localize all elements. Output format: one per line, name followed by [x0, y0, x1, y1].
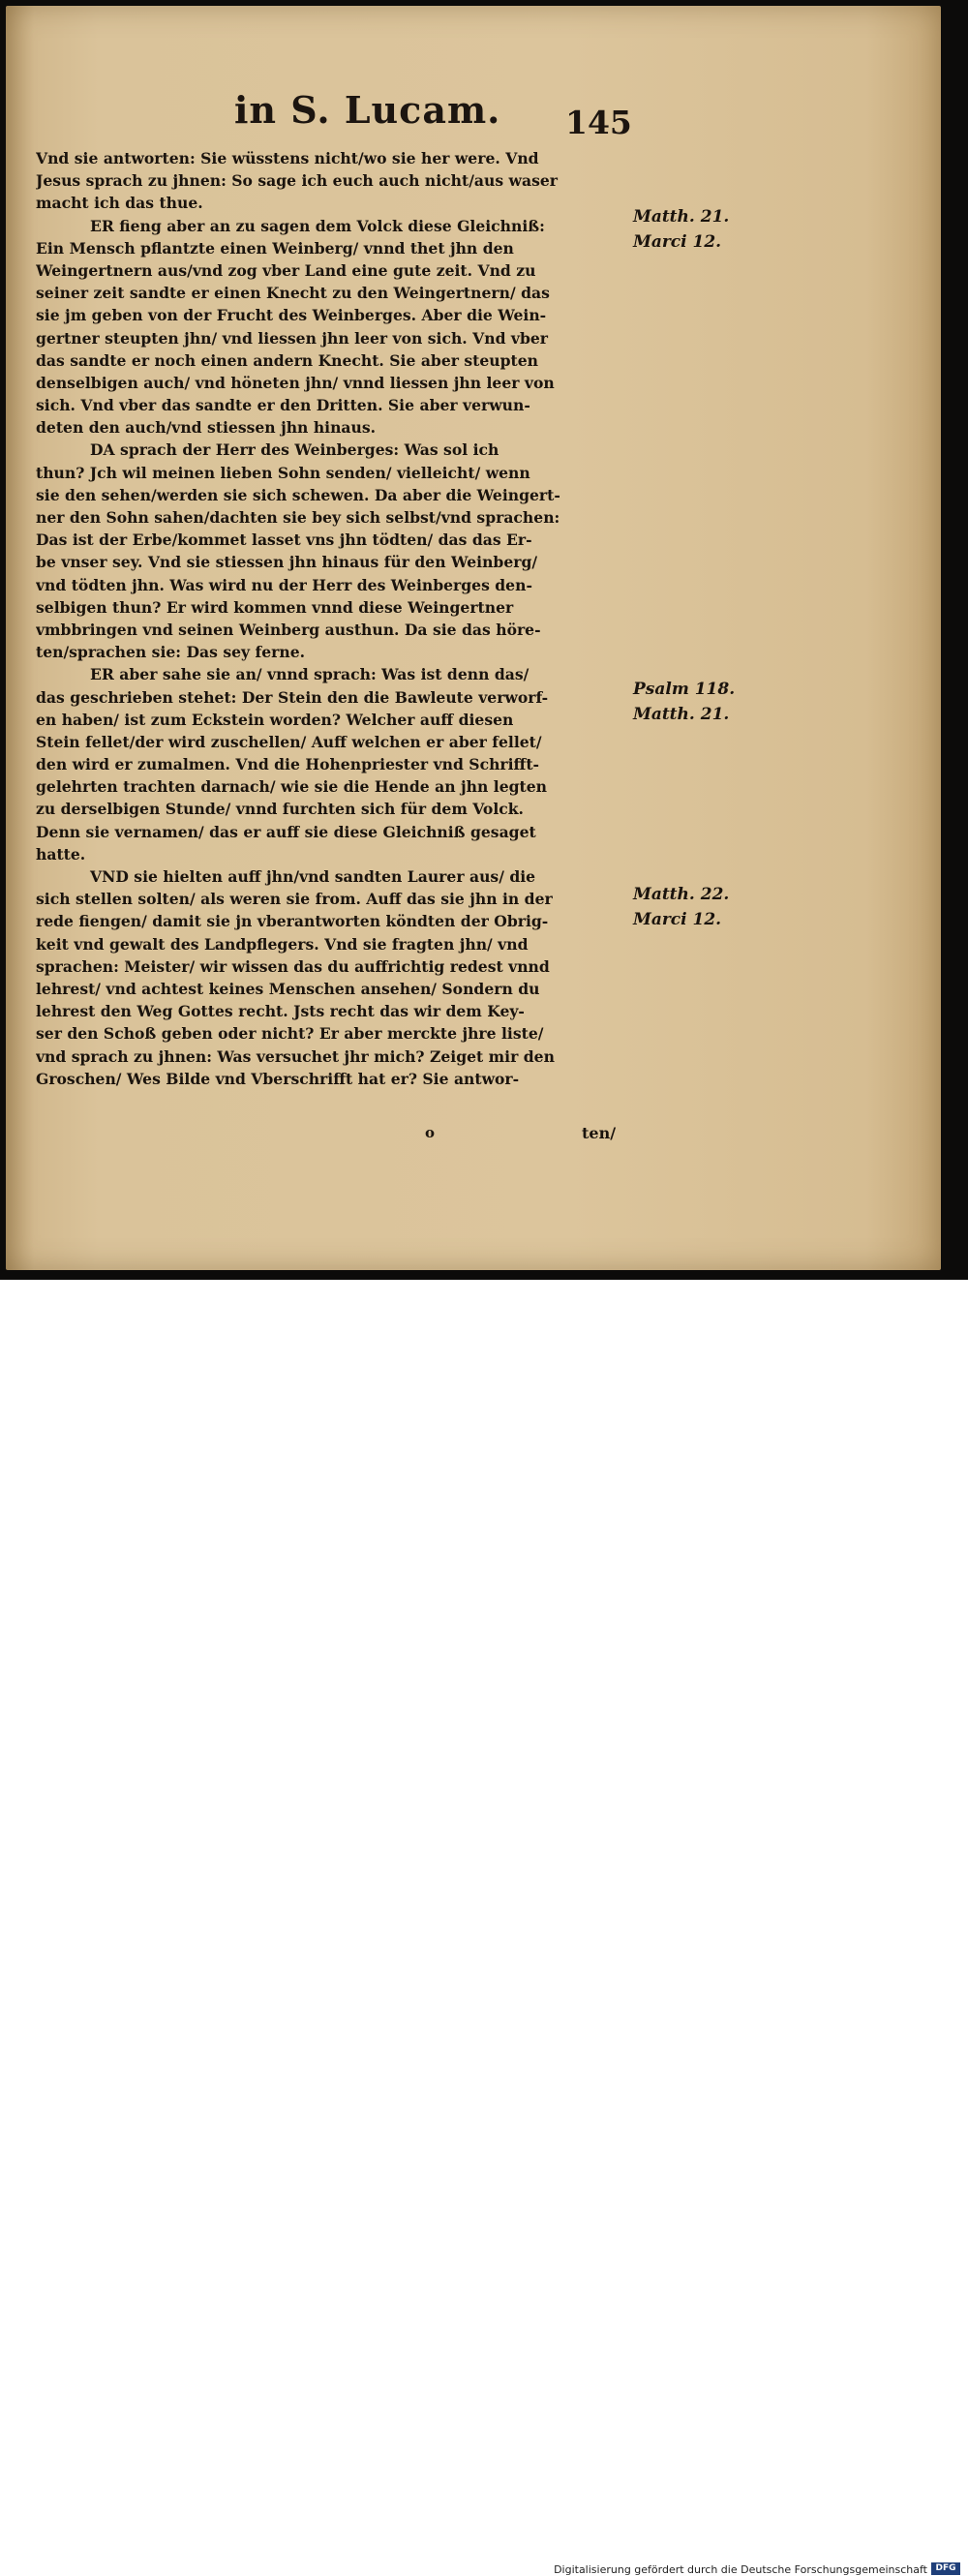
text-line: sich stellen solten/ als weren sie from. Auff das sie jhn in der: [36, 890, 553, 909]
text-line: sprachen: Meister/ wir wissen das du auffrichtig redest vnnd: [36, 956, 550, 976]
text-line: be vnser sey. Vnd sie stiessen jhn hinaus für den Weinberg/: [36, 553, 538, 572]
text-line: keit vnd gewalt des Landpflegers. Vnd sie fragten jhn/ vnd: [36, 934, 529, 954]
text-line: vmbbringen vnd seinen Weinberg austhun. Da sie das höre-: [36, 620, 541, 639]
margin-note-matth-21-b: Matth. 21.: [633, 705, 730, 724]
page-number: 145: [565, 104, 632, 141]
text-line: ser den Schoß geben oder nicht? Er aber merckte jhre liste/: [36, 1024, 544, 1044]
margin-note-psalm-118: Psalm 118.: [633, 680, 736, 699]
text-line: selbigen thun? Er wird kommen vnnd diese Weingertner: [36, 597, 514, 617]
signature-mark: o: [425, 1124, 436, 1141]
text-line: rede fiengen/ damit sie jn vberantworten köndten der Obrig-: [36, 912, 549, 931]
text-line: Weingertnern aus/vnd zog vber Land eine gute zeit. Vnd zu: [36, 260, 536, 280]
text-line: ner den Sohn sahen/dachten sie bey sich selbst/vnd sprachen:: [36, 508, 560, 527]
text-line: lehrest/ vnd achtest keines Menschen ansehen/ Sondern du: [36, 979, 540, 998]
text-line: das sandte er noch einen andern Knecht. Sie aber steupten: [36, 350, 538, 370]
text-line: zu derselbigen Stunde/ vnnd furchten sich für dem Volck.: [36, 800, 524, 819]
text-line: Das ist der Erbe/kommet lasset vns jhn tödten/ das das Er-: [36, 530, 532, 550]
text-line: sich. Vnd vber das sandte er den Dritten. Sie aber verwun-: [36, 396, 530, 415]
text-line: vnd sprach zu jhnen: Was versuchet jhr mich? Zeiget mir den: [36, 1046, 555, 1066]
footer-strip: [0, 1280, 968, 2576]
margin-note-matth-22: Matth. 22.: [633, 885, 730, 904]
text-line: Denn sie vernamen/ das er auff sie diese Gleichniß gesaget: [36, 822, 536, 841]
dfg-logo: DFG: [931, 2562, 960, 2575]
text-line: denselbigen auch/ vnd höneten jhn/ vnnd liessen jhn leer von: [36, 373, 555, 392]
text-line: gertner steupten jhn/ vnd liessen jhn leer von sich. Vnd vber: [36, 328, 549, 348]
text-line: sie jm geben von der Frucht des Weinberges. Aber die Wein-: [36, 306, 547, 325]
text-line: Stein fellet/der wird zuschellen/ Auff welchen er aber fellet/: [36, 732, 542, 751]
catchword: ten/: [582, 1124, 617, 1142]
text-line: VND sie hielten auff jhn/vnd sandten Laurer aus/ die: [90, 867, 536, 886]
text-line: deten den auch/vnd stiessen jhn hinaus.: [36, 418, 377, 438]
text-line: DA sprach der Herr des Weinberges: Was sol ich: [90, 440, 499, 460]
text-line: Jesus sprach zu jhnen: So sage ich euch auch nicht/aus waser: [36, 171, 558, 191]
text-line: en haben/ ist zum Eckstein worden? Welcher auff diesen: [36, 710, 514, 729]
text-line: thun? Jch wil meinen lieben Sohn senden/ vielleicht/ wenn: [36, 463, 530, 482]
text-line: Ein Mensch pflantzte einen Weinberg/ vnnd thet jhn den: [36, 238, 514, 258]
text-line: macht ich das thue.: [36, 194, 203, 213]
text-line: ER aber sahe sie an/ vnnd sprach: Was ist denn das/: [90, 665, 529, 684]
text-line: vnd tödten jhn. Was wird nu der Herr des Weinberges den-: [36, 575, 532, 594]
margin-note-marci-12: Marci 12.: [633, 232, 722, 252]
text-line: lehrest den Weg Gottes recht. Jsts recht das wir dem Key-: [36, 1002, 525, 1021]
margin-note-matth-21: Matth. 21.: [633, 207, 730, 227]
text-line: sie den sehen/werden sie sich schewen. Da aber die Weingert-: [36, 485, 560, 504]
text-line: hatte.: [36, 844, 86, 864]
text-line: ER fieng aber an zu sagen dem Volck diese Gleichniß:: [90, 216, 545, 235]
text-line: seiner zeit sandte er einen Knecht zu den Weingertnern/ das: [36, 284, 550, 303]
text-line: Vnd sie antworten: Sie wüsstens nicht/wo sie her were. Vnd: [36, 149, 539, 167]
text-line: ten/sprachen sie: Das sey ferne.: [36, 643, 306, 662]
running-header: in S. Lucam.: [234, 88, 501, 132]
text-line: gelehrten trachten darnach/ wie sie die Hende an jhn legten: [36, 777, 547, 797]
book-page: [6, 6, 941, 1270]
margin-note-marci-12-b: Marci 12.: [633, 910, 722, 929]
footer-credit: Digitalisierung gefördert durch die Deutsche Forschungsgemeinschaft: [554, 2563, 927, 2576]
text-line: das geschrieben stehet: Der Stein den die Bawleute verworf-: [36, 687, 549, 707]
text-line: Groschen/ Wes Bilde vnd Vberschrifft hat er? Sie antwor-: [36, 1069, 520, 1088]
body-text: [36, 147, 636, 1090]
text-line: den wird er zumalmen. Vnd die Hohenpriester vnd Schrifft-: [36, 755, 540, 774]
